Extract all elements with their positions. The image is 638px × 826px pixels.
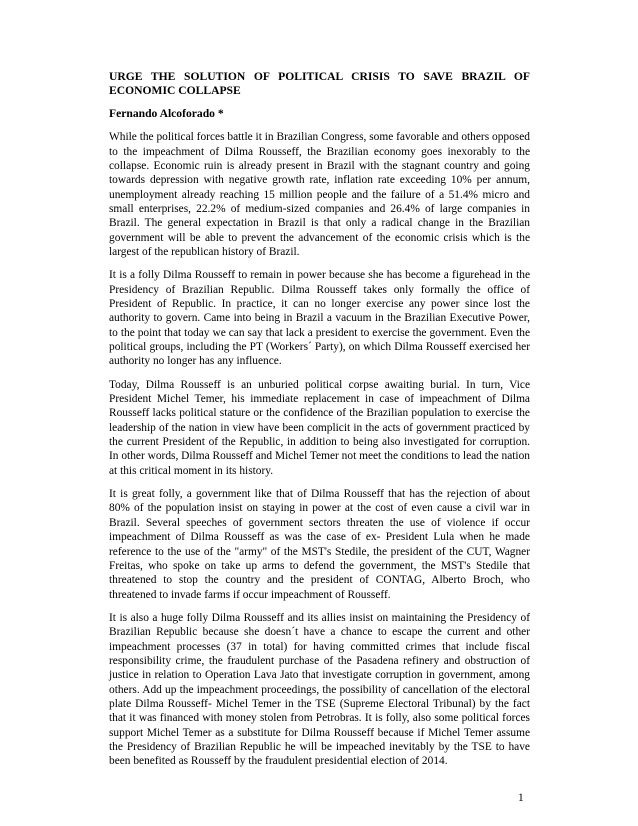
page-number: 1 bbox=[518, 792, 524, 804]
paragraph-4: It is great folly, a government like that of Dilma Rousseff that has the rejection of about 80% of the population insist on staying in power at the cost of even cause a civil war in Brazil. Several speeches of government sectors threaten the use of violence if occur impeachment of Dilma Rousseff as was the case of ex- President Lula when he made reference to the use of the "army" of the MST's Stedile, the president of the CUT, Wagner Freitas, who spoke on take up arms to defend the government, the MST's Stedile that threatened to stop the country and the president of CONTAG, Alberto Broch, who threatened to invade farms if occur impeachment of Rousseff. bbox=[109, 488, 530, 601]
paragraph-5: It is also a huge folly Dilma Rousseff and its allies insist on maintaining the Presidency of Brazilian Republic because she doesn´t have a chance to escape the current and other impeachment processes (37 in total) for having committed crimes that include fiscal responsibility crime, the fraudulent purchase of the Pasadena refinery and obstruction of justice in relation to Operation Lava Jato that investigate corruption in government, among others. Add up the impeachment proceedings, the possibility of cancellation of the electoral plate Dilma Rousseff- Michel Temer in the TSE (Supreme Electoral Tribunal) by the fact that it was financed with money stolen from Petrobras. It is folly, also some political forces support Michel Temer as a substitute for Dilma Rousseff because if Michel Temer assume the Presidency of Brazilian Republic he will be impeached inevitably by the TSE to have been benefited as Rousseff by the fraudulent presidential election of 2014. bbox=[109, 611, 530, 768]
paragraph-1: While the political forces battle it in Brazilian Congress, some favorable and others opposed to the impeachment of Dilma Rousseff, the Brazilian economy goes inexorably to the collapse. Economic ruin is already present in Brazil with the stagnant country and going towards depression with negative growth rate, inflation rate exceeding 10% per annum, unemployment already reaching 15 million people and the failure of a 51.4% micro and small enterprises, 22.2% of medium-sized companies and 26.4% of large companies in Brazil. The general expectation in Brazil is that only a radical change in the Brazilian government will be able to prevent the advancement of the economic crisis which is the largest of the republican history of Brazil. bbox=[109, 131, 530, 258]
paragraph-3: Today, Dilma Rousseff is an unburied political corpse awaiting burial. In turn, Vice President Michel Temer, his immediate replacement in case of impeachment of Dilma Rousseff lacks political stature or the confidence of the Brazilian population to exercise the leadership of the nation in view have been complicit in the acts of government practiced by the current President of the Republic, in addition to being also investigated for corruption. In other words, Dilma Rousseff and Michel Temer not meet the conditions to lead the nation at this critical moment in its history. bbox=[109, 378, 530, 477]
document-author: Fernando Alcoforado * bbox=[109, 106, 224, 120]
document-title: URGE THE SOLUTION OF POLITICAL CRISIS TO SAVE BRAZIL OF ECONOMIC COLLAPSE bbox=[109, 70, 530, 98]
paragraph-2: It is a folly Dilma Rousseff to remain in power because she has become a figurehead in the Presidency of Brazilian Republic. Dilma Rousseff takes only formally the office of President of Republic. In practice, it can no longer exercise any power since lost the authority to govern. Came into being in Brazil a vacuum in the Brazilian Executive Power, to the point that today we can say that lack a president to exercise the government. Even the political groups, including the PT (Workers´ Party), on which Dilma Rousseff exercised her authority no longer has any influence. bbox=[109, 269, 530, 368]
document-page bbox=[109, 70, 530, 778]
